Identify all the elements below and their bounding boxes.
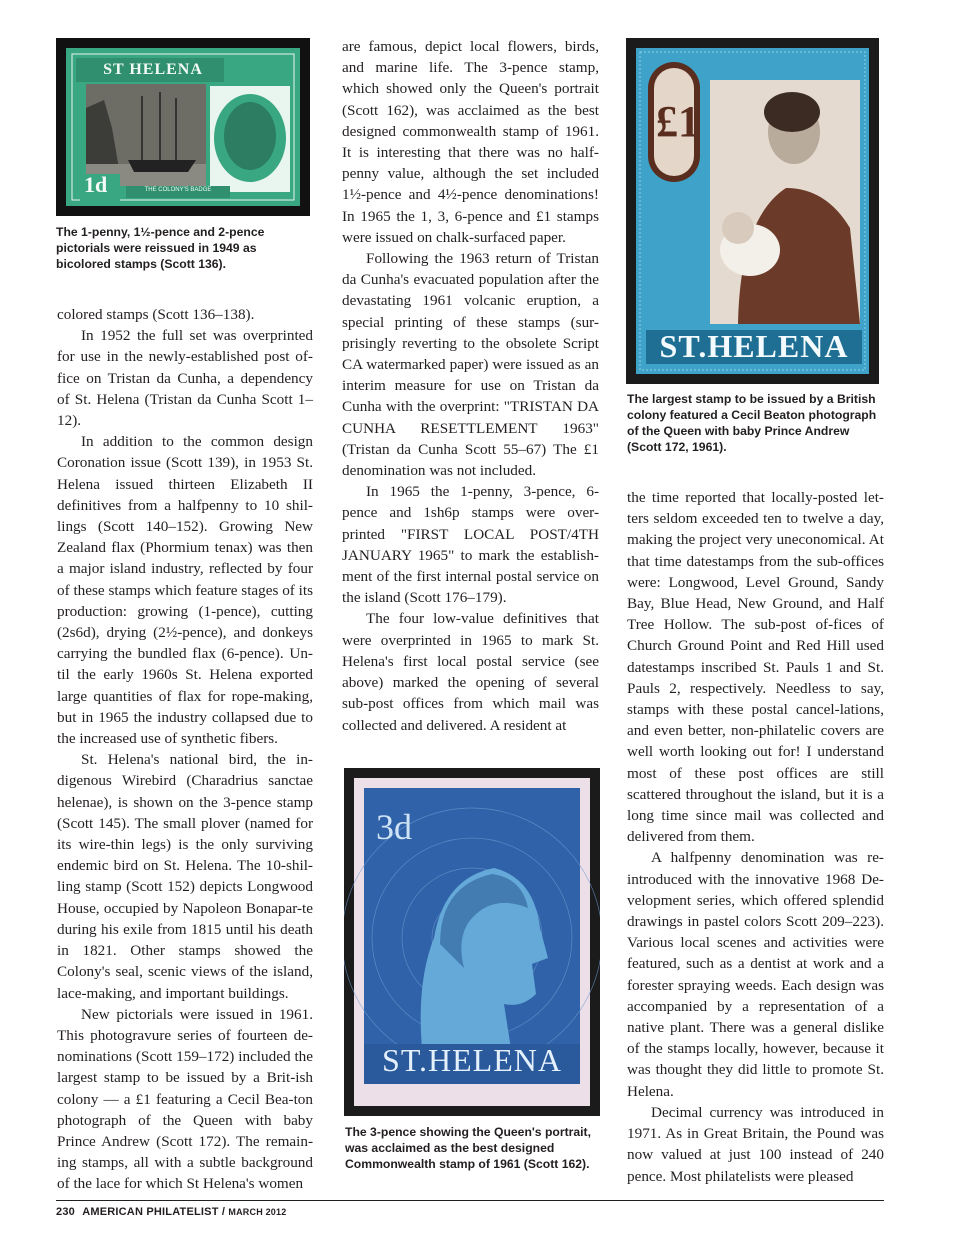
stamp1-caption: The 1-penny, 1½-pence and 2-pence pictorials were reissued in 1949 as bicolored stamps (Scott 136).	[56, 225, 265, 271]
stamp1-country-label: ST HELENA	[103, 61, 203, 78]
col1-paragraph-3: In addition to the common design Coronation issue (Scott 139), in 1953 St. Helena issued thirteen Elizabeth II definitives from a halfpenny to 10 shil-lings (Scott 140–152). Growing New Zealand flax (Phormium tenax) was then a major island industry, reflected by four of these stamps which feature stages of its production: growing (1-pence), cutting (2s6d), drying (2½-pence), and donkeys carrying the bundled flax (6-pence). Un-til the early 1960s St. Helena exported large quantities of flax for rope-making, but in 1965 the industry collapsed due to the increased use of synthetic fibers.	[57, 433, 314, 748]
issue-date: MARCH 2012	[228, 1207, 287, 1217]
page-number: 230	[56, 1206, 75, 1218]
col3-paragraph-1: the time reported that locally-posted let-ters seldom exceeded ten to twelve a day, making the project very uneconomical. At that time datestamps from the sub-offices were: Longwood, Level Ground, Sandy Bay, Blue Head, New Ground, and Half Tree Hollow. The sub-post of-fices of Church Ground Point and Red Hill used datestamps inscribed St. Pauls 1 and St. Pauls 2, respectively. Needless to say, stamps with these postal cancel-lations, and even better, non-philatelic covers are well worth looking out for! I understand most of these post offices are still scattered throughout the island, but it is a long time since mail was collected and delivered from them.	[627, 489, 884, 846]
col2-paragraph-3: In 1965 the 1-penny, 3-pence, 6-pence and 1sh6p stamps were over-printed "FIRST LOCAL POST/4TH JANUARY 1965" to mark the establish-ment of the first internal postal service on the island (Scott 176–179).	[342, 483, 599, 607]
stamp-st-helena-3d	[344, 768, 600, 1116]
page-footer	[56, 1206, 286, 1218]
col1-paragraph-5: New pictorials were issued in 1961. This photogravure series of fourteen de-nominations (Scott 159–172) included the largest stamp to be issued by a Brit-ish colony — a £1 featuring a Cecil Bea-ton photograph of the Queen with baby Prince Andrew (Scott 172). The remain-ing stamps, all with a subtle background of the lace for which St Helena's women	[57, 1005, 313, 1193]
stamp2-value-label: £1	[656, 97, 700, 146]
footer-rule	[56, 1200, 884, 1201]
stamp-st-helena-1d	[56, 38, 310, 216]
col2-paragraph-2: Following the 1963 return of Tristan da Cunha's evacuated population after the devastating 1961 volcanic eruption, a special printing of these stamps (sur-prisingly reverting to the obsolete Script CA watermarked paper) were issued as an interim measure for use on Tristan da Cunha with the overprint: "TRISTAN DA CUNHA RESETTLEMENT 1963" (Tristan da Cunha Scott 55–67) The £1 denomination was not included.	[342, 250, 599, 480]
col2-paragraph-1: are famous, depict local flowers, birds, and marine life. The 3-pence stamp, which showed only the Queen's portrait (Scott 162), was acclaimed as the best designed commonwealth stamp of 1961. It is interesting that there was no half-penny value, although the set included 1½-pence and 4½-pence denominations! In 1965 the 1, 3, 6-pence and £1 stamps were issued on chalk-surfaced paper.	[342, 38, 599, 246]
col1-paragraph-1: colored stamps (Scott 136–138).	[57, 306, 255, 323]
col3-paragraph-2: A halfpenny denomination was re-introduced with the innovative 1968 De-velopment series, which offered splendid drawings in pastel colors Scott 209–223). Various local scenes and activities were featured, such as a dentist at work and a forester spraying weeds. Each design was accompanied by a representation of a native plant. There was a general dislike of the stamps locally, however, because it was thought they did little to promote St. Helena.	[627, 849, 884, 1100]
stamp1-badge-label: THE COLONY'S BADGE	[144, 187, 212, 193]
stamp3-value-label: 3d	[376, 807, 412, 847]
col1-paragraph-4: St. Helena's national bird, the in-digenous Wirebird (Charadrius sanctae helenae), is shown on the 3-pence stamp (Scott 145). The small plover (named for its wire-thin legs) is the only surviving endemic bird on St. Helena. The 10-shil-ling stamp (Scott 152) depicts Longwood House, occupied by Napoleon Bonapar-te during his exile from 1815 until his death in 1821. Other stamps showed the Colony's seal, scenic views of the island, lace-making, and important buildings.	[57, 751, 313, 1002]
footer-separator: /	[218, 1206, 229, 1218]
magazine-title: AMERICAN PHILATELIST	[82, 1206, 219, 1218]
stamp2-country-label: ST.HELENA	[659, 328, 849, 364]
stamp1-value-label: 1d	[84, 172, 108, 197]
stamp3-caption: The 3-pence showing the Queen's portrait, was acclaimed as the best designed Commonwealth stamp of 1961 (Scott 162).	[345, 1125, 592, 1171]
col3-paragraph-3: Decimal currency was introduced in 1971. As in Great Britain, the Pound was now valued at just 100 instead of 240 pence. Most philatelists were pleased	[627, 1103, 884, 1185]
text-column-3	[627, 487, 884, 1187]
col1-paragraph-2: In 1952 the full set was overprinted for use in the newly-established post of-fice on Tristan da Cunha, a dependency of St. Helena (Tristan da Cunha Scott 1–12).	[57, 327, 313, 430]
col2-paragraph-4: The four low-value definitives that were overprinted in 1965 to mark St. Helena's first local postal service (see above) marked the opening of several sub-post offices from which mail was collected and delivered. A resident at	[342, 610, 599, 734]
text-column-1	[57, 304, 313, 1195]
stamp-st-helena-1-pound	[626, 38, 879, 384]
stamp3-country-label: ST.HELENA	[382, 1042, 562, 1078]
text-column-2	[342, 36, 599, 736]
stamp2-caption: The largest stamp to be issued by a British colony featured a Cecil Beaton photograph of the Queen with baby Prince Andrew (Scott 172, 1961).	[627, 392, 877, 454]
